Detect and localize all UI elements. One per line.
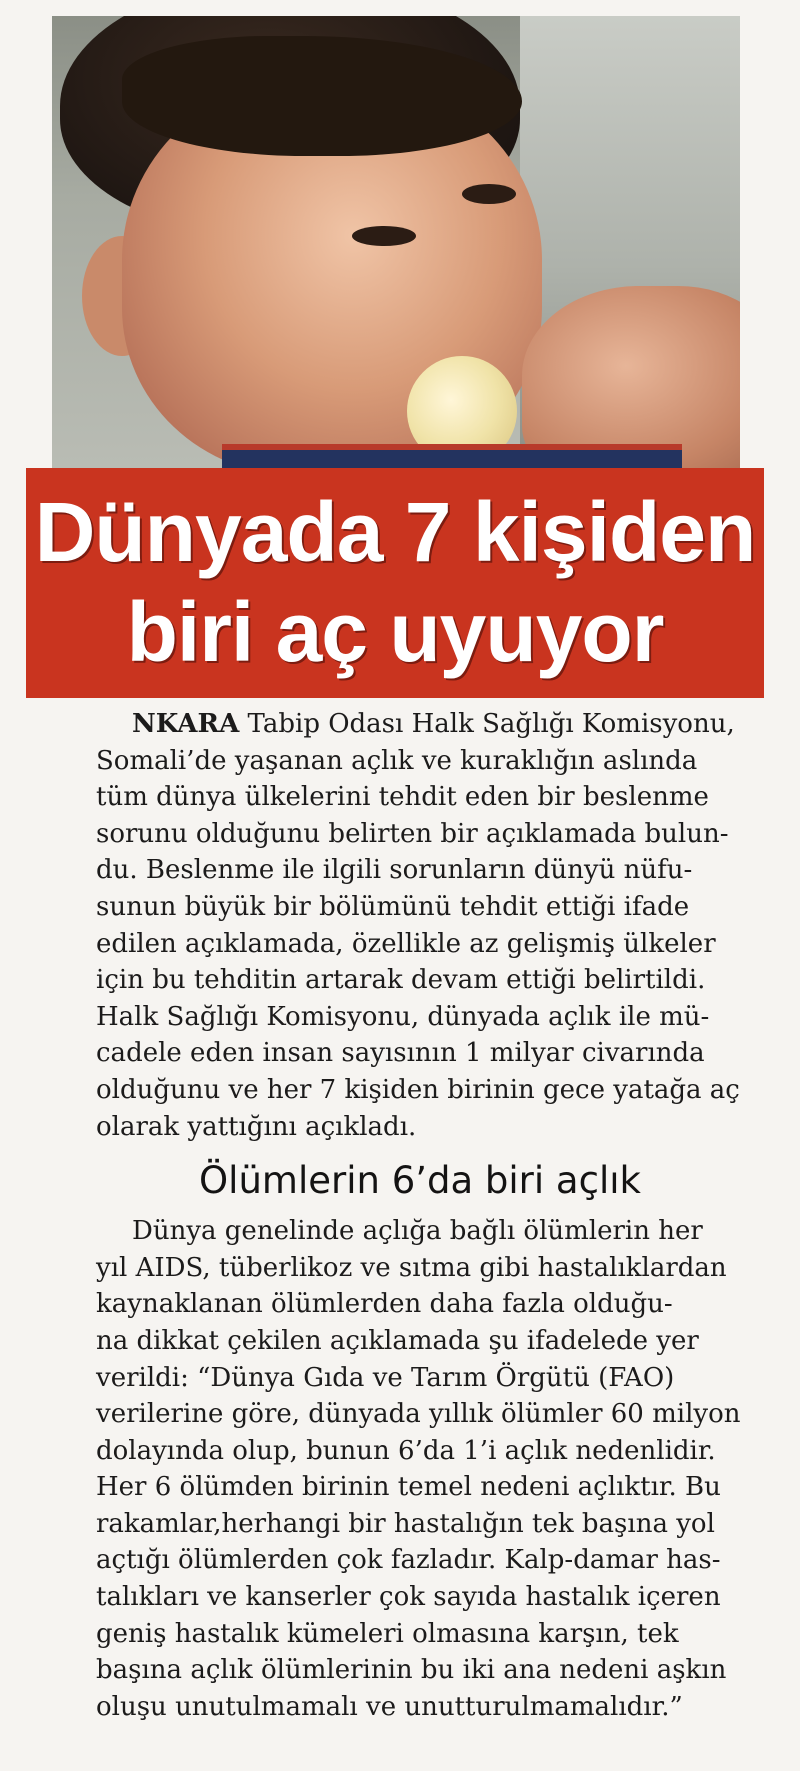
- paragraph-1-line: Somali’de yaşanan açlık ve kuraklığın aslında: [96, 745, 698, 776]
- headline-line-1: Dünyada 7 kişiden: [34, 485, 756, 579]
- subheading: Ölümlerin 6’da biri açlık: [199, 1159, 641, 1203]
- paragraph-1-line: olduğunu ve her 7 kişiden birinin gece yatağa aç: [96, 1074, 740, 1105]
- paragraph-1-line: cadele eden insan sayısının 1 milyar civarında: [96, 1038, 705, 1069]
- paragraph-2-line: kaynaklanan ölümlerden daha fazla olduğu-: [96, 1289, 673, 1320]
- headline-band: [26, 468, 764, 698]
- headline-line-2: biri aç uyuyor: [126, 585, 664, 679]
- paragraph-1-line: olarak yattığını açıkladı.: [96, 1111, 417, 1142]
- paragraph-2-line: açtığı ölümlerden çok fazladır. Kalp-damar has-: [96, 1545, 721, 1576]
- paragraph-2: [96, 1213, 744, 1725]
- paragraph-1-line: sunun büyük bir bölümünü tehdit ettiği ifade: [96, 891, 690, 922]
- paragraph-1-line: için bu tehditin artarak devam ettiği belirtildi.: [96, 965, 706, 996]
- paragraph-1: [96, 706, 744, 1145]
- photo-eye-right: [462, 184, 516, 204]
- paragraph-2-line: verilerine göre, dünyada yıllık ölümler 60 milyon: [96, 1399, 741, 1430]
- paragraph-1-line: Halk Sağlığı Komisyonu, dünyada açlık ile mü-: [96, 1001, 710, 1032]
- photo-shirt: [222, 444, 682, 468]
- paragraph-2-line: yıl AIDS, tüberlikoz ve sıtma gibi hastalıklardan: [96, 1252, 727, 1283]
- photo-hand: [522, 286, 740, 468]
- paragraph-2-line: rakamlar,herhangi bir hastalığın tek başına yol: [96, 1508, 715, 1539]
- paragraph-1-line: sorunu olduğunu belirten bir açıklamada bulun-: [96, 818, 729, 849]
- paragraph-2-line: oluşu unutulmamalı ve unutturulmamalıdır.”: [96, 1691, 683, 1722]
- paragraph-1-line: du. Beslenme ile ilgili sorunların dünyü nüfu-: [96, 855, 693, 886]
- paragraph-2-line: dolayında olup, bunun 6’da 1’i açlık nedenlidir.: [96, 1435, 716, 1466]
- paragraph-2-line: talıkları ve kanserler çok sayıda hastalık içeren: [96, 1582, 721, 1613]
- paragraph-1-line: tüm dünya ülkelerini tehdit eden bir beslenme: [96, 782, 709, 813]
- paragraph-2-line: başına açlık ölümlerinin bu iki ana nedeni aşkın: [96, 1655, 727, 1686]
- paragraph-1-line: NKARA Tabip Odası Halk Sağlığı Komisyonu,: [132, 709, 735, 739]
- paragraph-1-line: edilen açıklamada, özellikle az gelişmiş ülkeler: [96, 928, 716, 959]
- article-body: [96, 706, 744, 1725]
- lead-word: NKARA: [132, 709, 240, 739]
- paragraph-2-line: Dünya genelinde açlığa bağlı ölümlerin her: [132, 1216, 703, 1247]
- paragraph-2-line: Her 6 ölümden birinin temel nedeni açlıktır. Bu: [96, 1472, 721, 1503]
- paragraph-2-line: na dikkat çekilen açıklamada şu ifadelede yer: [96, 1325, 699, 1356]
- paragraph-2-line: geniş hastalık kümeleri olmasına karşın, tek: [96, 1618, 679, 1649]
- photo-eye-left: [352, 226, 416, 246]
- paragraph-2-line: verildi: “Dünya Gıda ve Tarım Örgütü (FAO): [96, 1362, 675, 1393]
- news-photo-child-eating: [52, 16, 740, 468]
